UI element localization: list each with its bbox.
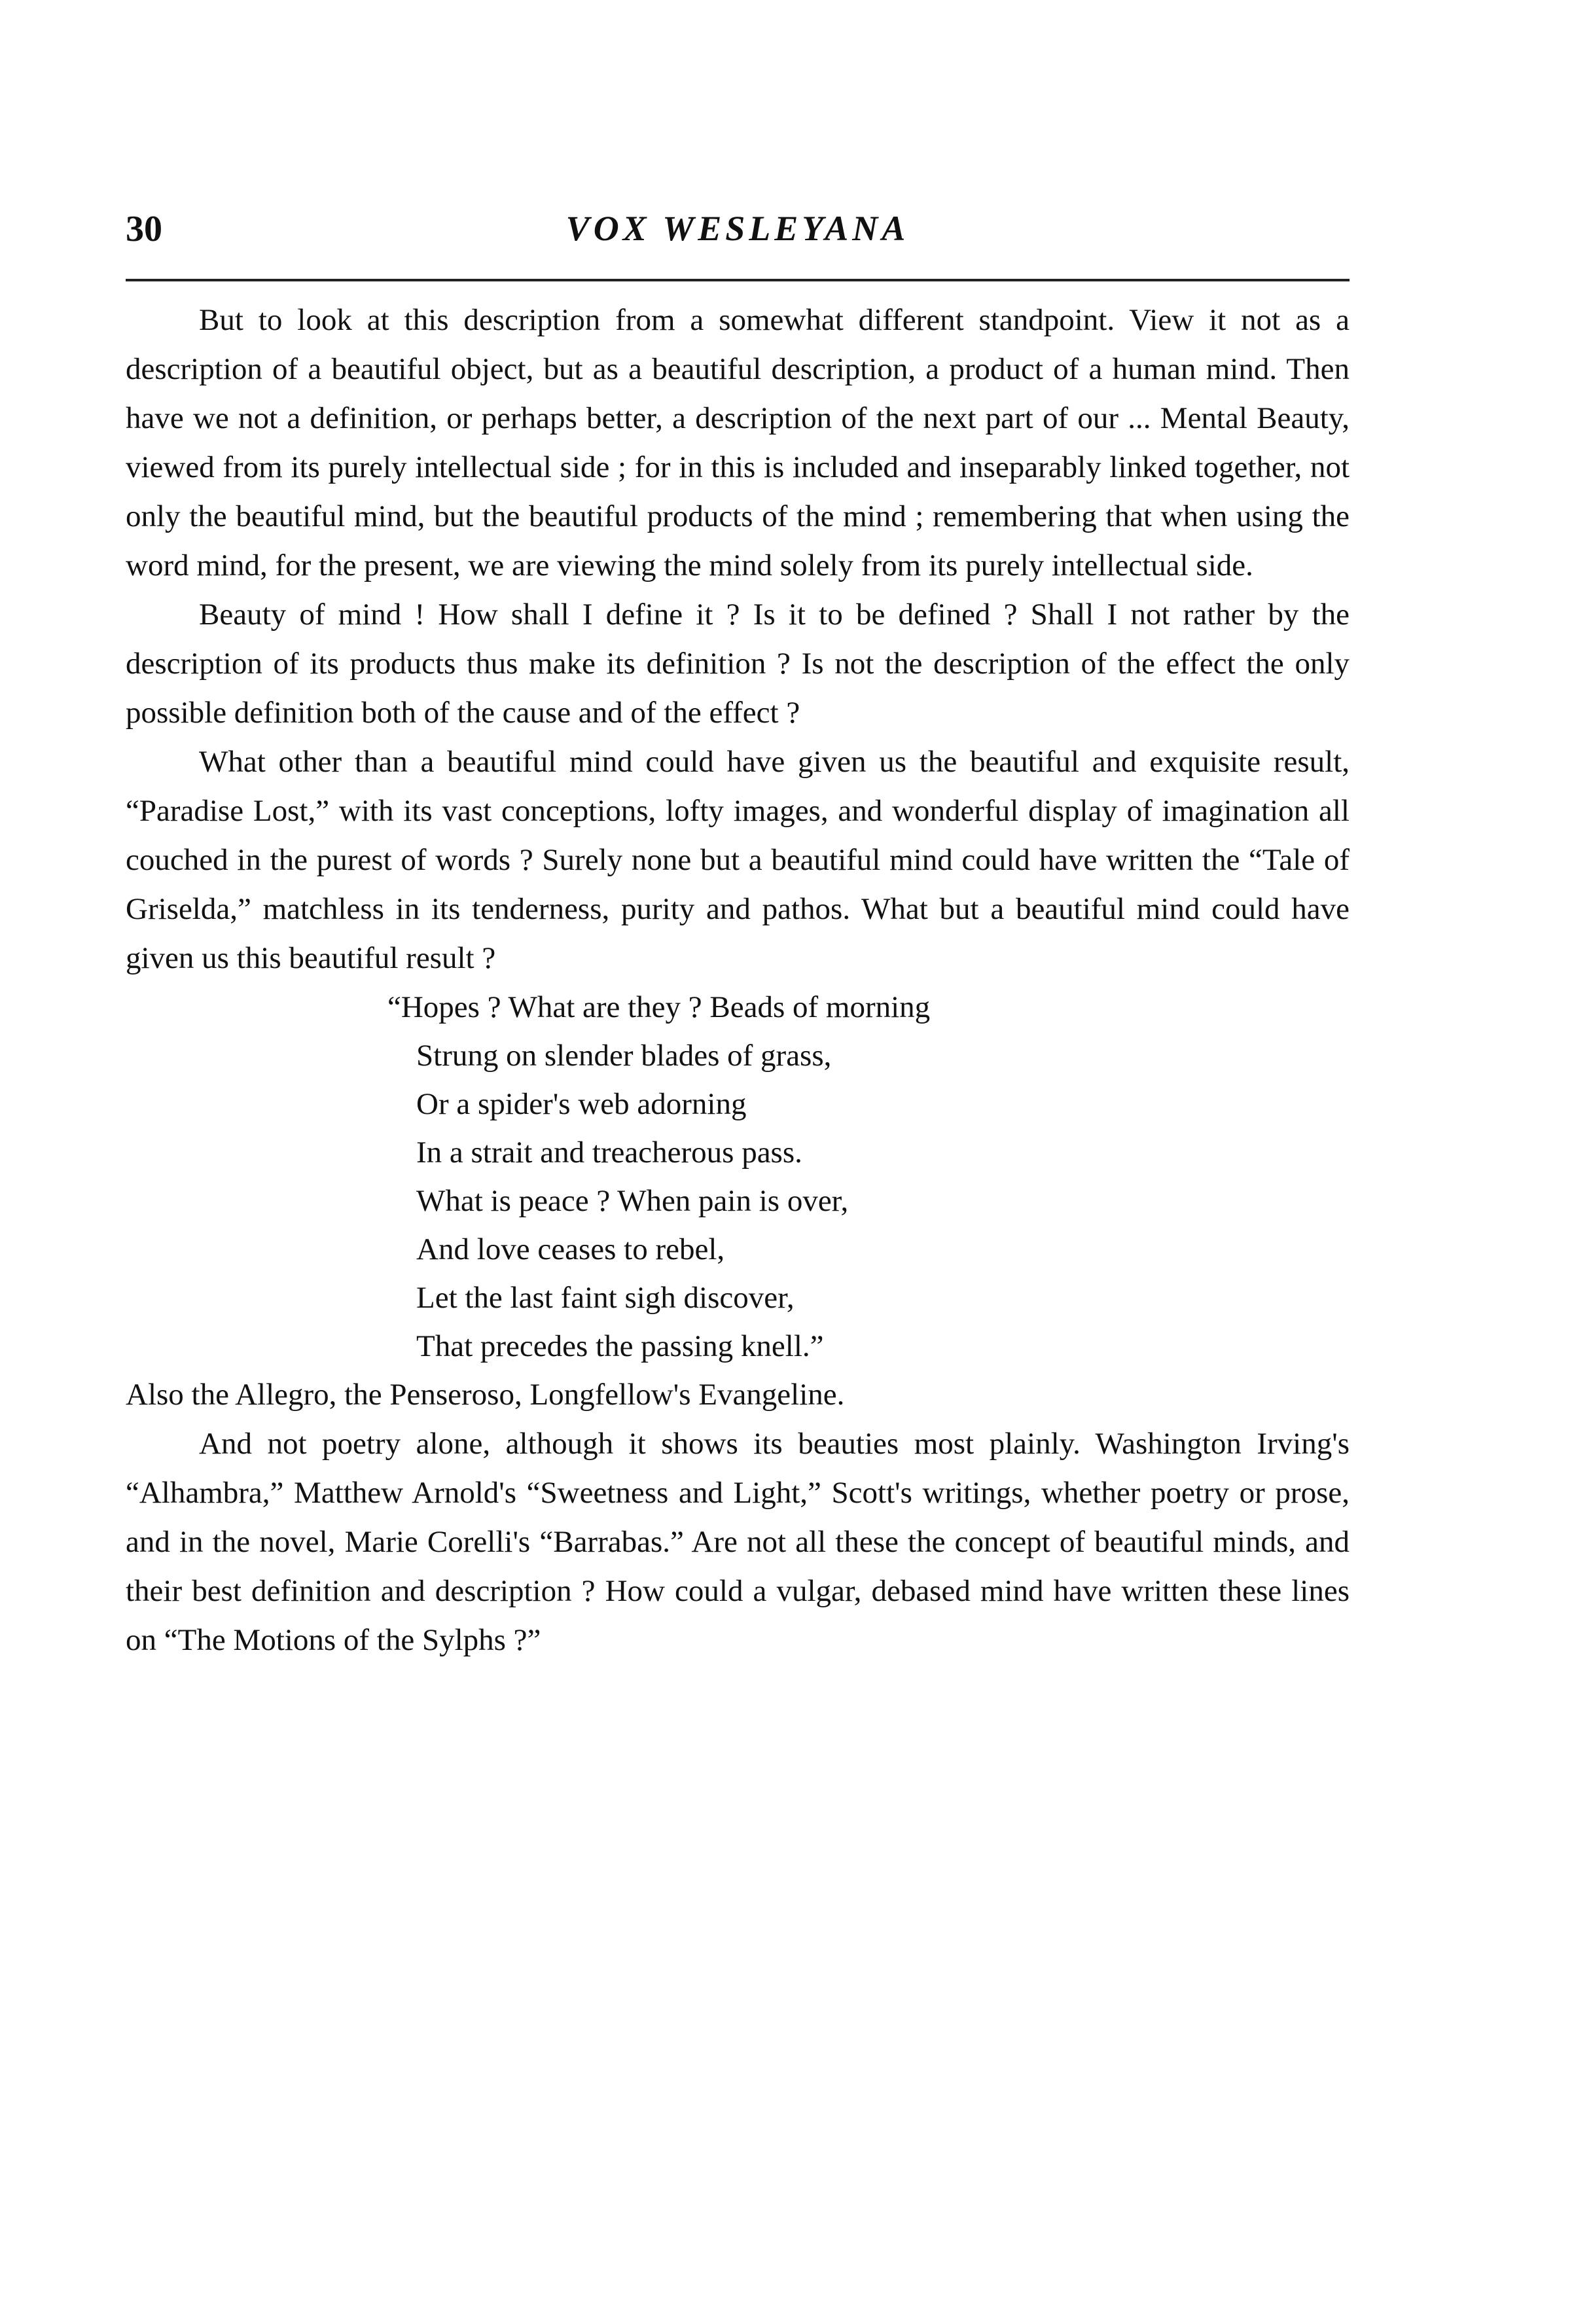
poem-line: What is peace ? When pain is over, — [416, 1184, 849, 1218]
poem-line: That precedes the passing knell.” — [416, 1329, 824, 1363]
paragraph-also: Also the Allegro, the Penseroso, Longfellow's Evangeline. — [126, 1378, 845, 1412]
page-header — [126, 208, 1350, 260]
poem-line: “Hopes ? What are they ? Beads of morning — [387, 990, 931, 1024]
poem-line: And love ceases to rebel, — [416, 1232, 725, 1266]
header-rule — [126, 279, 1350, 281]
running-head: VOX WESLEYANA — [565, 209, 910, 248]
paragraph-beauty-of-mind: Beauty of mind ! How shall I define it ? Is it to be defined ? Shall I not rather by the description of its products thus make its definition ? Is not the description of the effect the only possible definition both of the cause and of the effect ? — [126, 598, 1350, 730]
poem-line: Or a spider's web adorning — [416, 1087, 747, 1121]
poem-line: Strung on slender blades of grass, — [416, 1039, 832, 1073]
paragraph-beautiful-mind: What other than a beautiful mind could have given us the beautiful and exquisite result, “Paradise Lost,” with its vast conceptions, lofty images, and wonderful display of imagination all couched in the purest of words ? Surely none but a beautiful mind could have written the “Tale of Griselda,” matchless in its tenderness, purity and pathos. What but a beautiful mind could have given us this beautiful result ? — [126, 745, 1350, 975]
body-text — [126, 296, 1350, 1665]
poem-line: Let the last faint sigh discover, — [416, 1281, 795, 1315]
paragraph-standpoint: But to look at this description from a somewhat different standpoint. View it not as a description of a beautiful object, but as a beautiful description, a product of a human mind. Then have we not a definition, or perhaps better, a description of the next part of our ... Mental Beauty, viewed from its purely intellectual side ; for in this is included and inseparably linked together, not only the beautiful mind, but the beautiful products of the mind ; remembering that when using the word mind, for the present, we are viewing the mind solely from its purely intellectual side. — [126, 303, 1350, 582]
paragraph-not-poetry-alone: And not poetry alone, although it shows its beauties most plainly. Washington Irving's “Alhambra,” Matthew Arnold's “Sweetness and Light,” Scott's writings, whether poetry or prose, and in the novel, Marie Corelli's “Barrabas.” Are not all these the concept of beautiful minds, and their best definition and description ? How could a vulgar, debased mind have written these lines on “The Motions of the Sylphs ?” — [126, 1427, 1350, 1657]
poem-line: In a strait and treacherous pass. — [416, 1135, 802, 1170]
page-number: 30 — [126, 209, 162, 249]
poem-quotation — [126, 983, 1350, 1370]
